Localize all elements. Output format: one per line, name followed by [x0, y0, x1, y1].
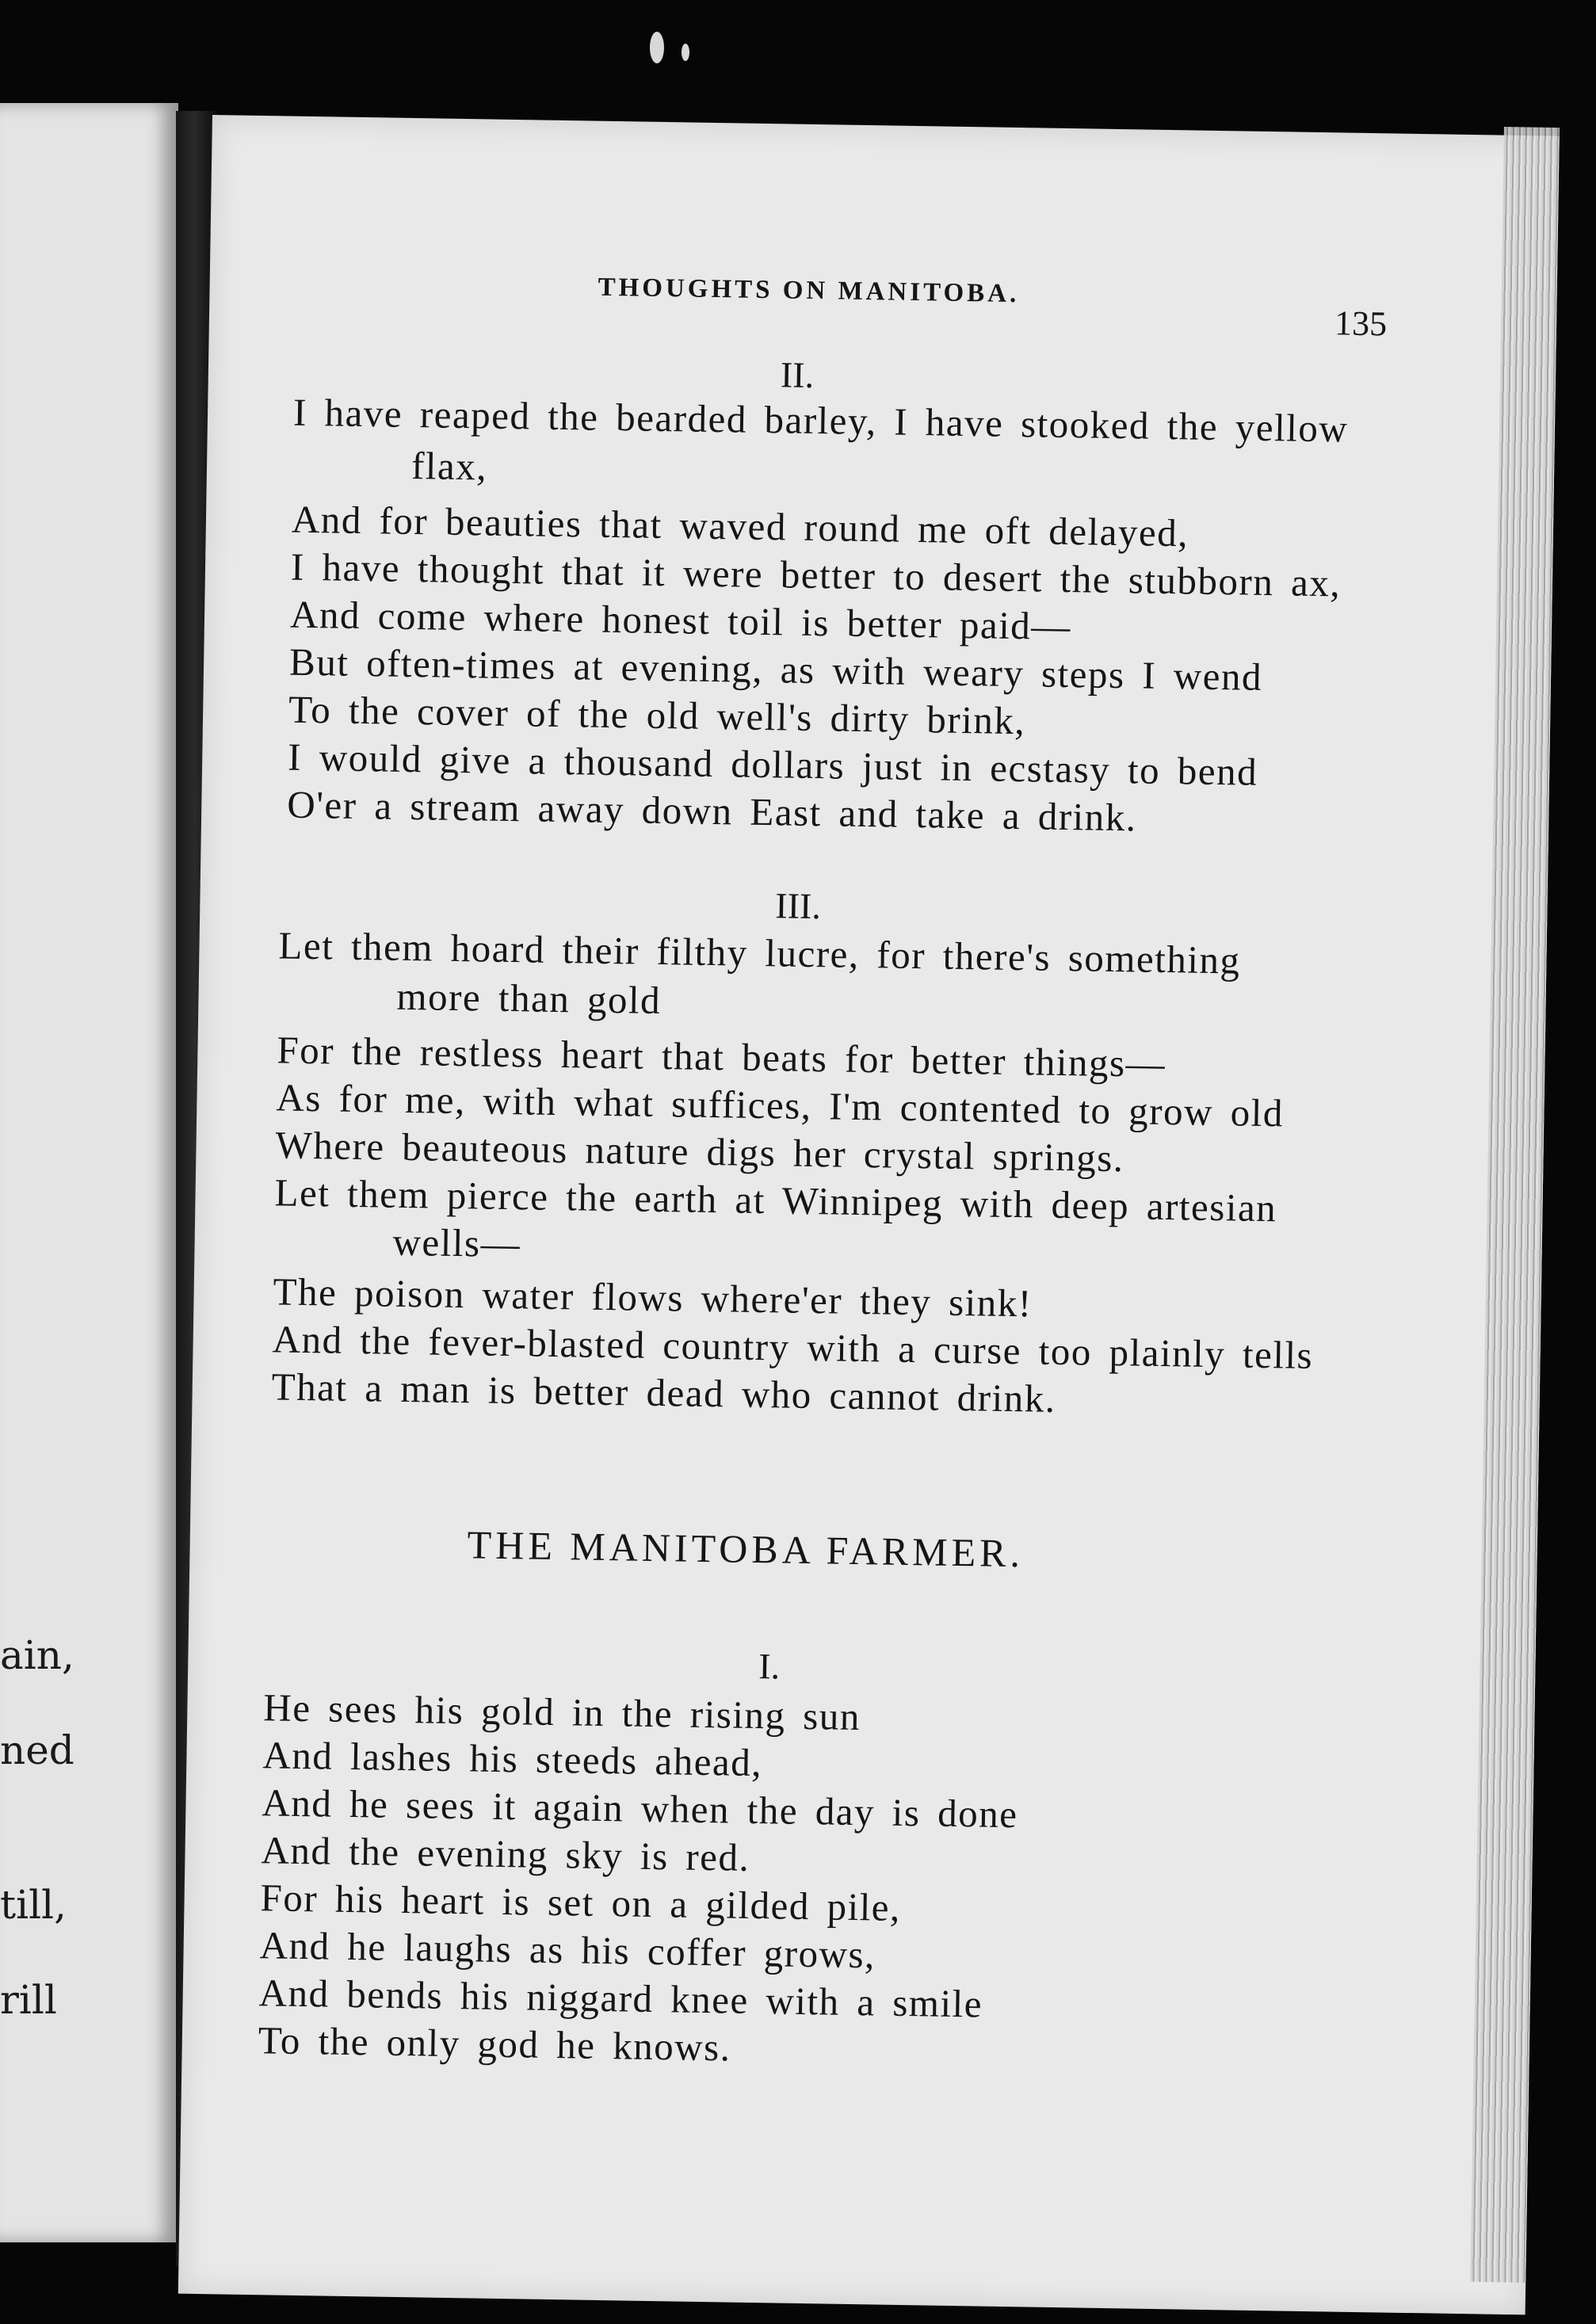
verse-line: I would give a thousand dollars just in ecstasy to bend — [287, 735, 1258, 794]
verse-line: And bends his niggard knee with a smile — [258, 1971, 983, 2026]
verse-line: I have thought that it were better to desert the stubborn ax, — [290, 544, 1342, 605]
verse-line: He sees his gold in the rising sun — [263, 1685, 861, 1739]
verse-line: more than gold — [396, 974, 662, 1023]
stanza-number: I. — [758, 1646, 781, 1687]
right-page — [178, 115, 1560, 2314]
verse-line: O'er a stream away down East and take a drink. — [286, 782, 1137, 840]
verse-line: The poison water flows where'er they sink! — [273, 1269, 1033, 1326]
left-facing-page — [0, 103, 178, 2242]
verse-line: For his heart is set on a gilded pile, — [260, 1876, 902, 1929]
left-page-fragment: till, — [0, 1882, 67, 1928]
verse-line: wells— — [392, 1219, 521, 1266]
verse-line: I have reaped the bearded barley, I have stooked the yellow — [292, 390, 1349, 451]
verse-line: As for me, with what suffices, I'm contented to grow old — [276, 1075, 1285, 1135]
verse-line: Where beauteous nature digs her crystal springs. — [275, 1123, 1125, 1181]
verse-line: And for beauties that waved round me oft delayed, — [291, 497, 1189, 555]
stanza-number: III. — [775, 885, 822, 927]
verse-line: And the evening sky is red. — [261, 1828, 750, 1879]
verse-line: But often-times at evening, as with weary steps I wend — [288, 639, 1263, 699]
verse-line: And come where honest toil is better paid— — [289, 592, 1072, 649]
verse-line: To the only god he knows. — [258, 2018, 731, 2070]
poem-title: THE MANITOBA FARMER. — [467, 1522, 1025, 1576]
verse-line: For the restless heart that beats for better things— — [277, 1028, 1166, 1086]
verse-line: Let them hoard their filthy lucre, for there's something — [278, 923, 1241, 983]
stanza-number: II. — [780, 354, 815, 395]
left-page-fragment: rill — [0, 1977, 57, 2023]
left-page-fragment: ned — [0, 1727, 74, 1773]
verse-line: And the fever-blasted country with a curse too plainly tells — [272, 1317, 1314, 1378]
verse-line: flax, — [410, 444, 488, 489]
scan-speck — [682, 44, 689, 61]
verse-line: That a man is better dead who cannot drink. — [271, 1364, 1056, 1421]
verse-line: To the cover of the old well's dirty brink, — [288, 687, 1026, 743]
scan-speck — [650, 32, 664, 63]
verse-line: And lashes his steeds ahead, — [262, 1733, 763, 1785]
verse-line: And he sees it again when the day is done — [262, 1780, 1018, 1837]
left-page-fragment: ain, — [0, 1632, 74, 1678]
verse-line: Let them pierce the earth at Winnipeg with deep artesian — [274, 1170, 1277, 1231]
running-title: THOUGHTS ON MANITOBA. — [598, 273, 1020, 309]
page-number: 135 — [1334, 303, 1388, 344]
verse-line: And he laughs as his coffer grows, — [259, 1923, 876, 1977]
